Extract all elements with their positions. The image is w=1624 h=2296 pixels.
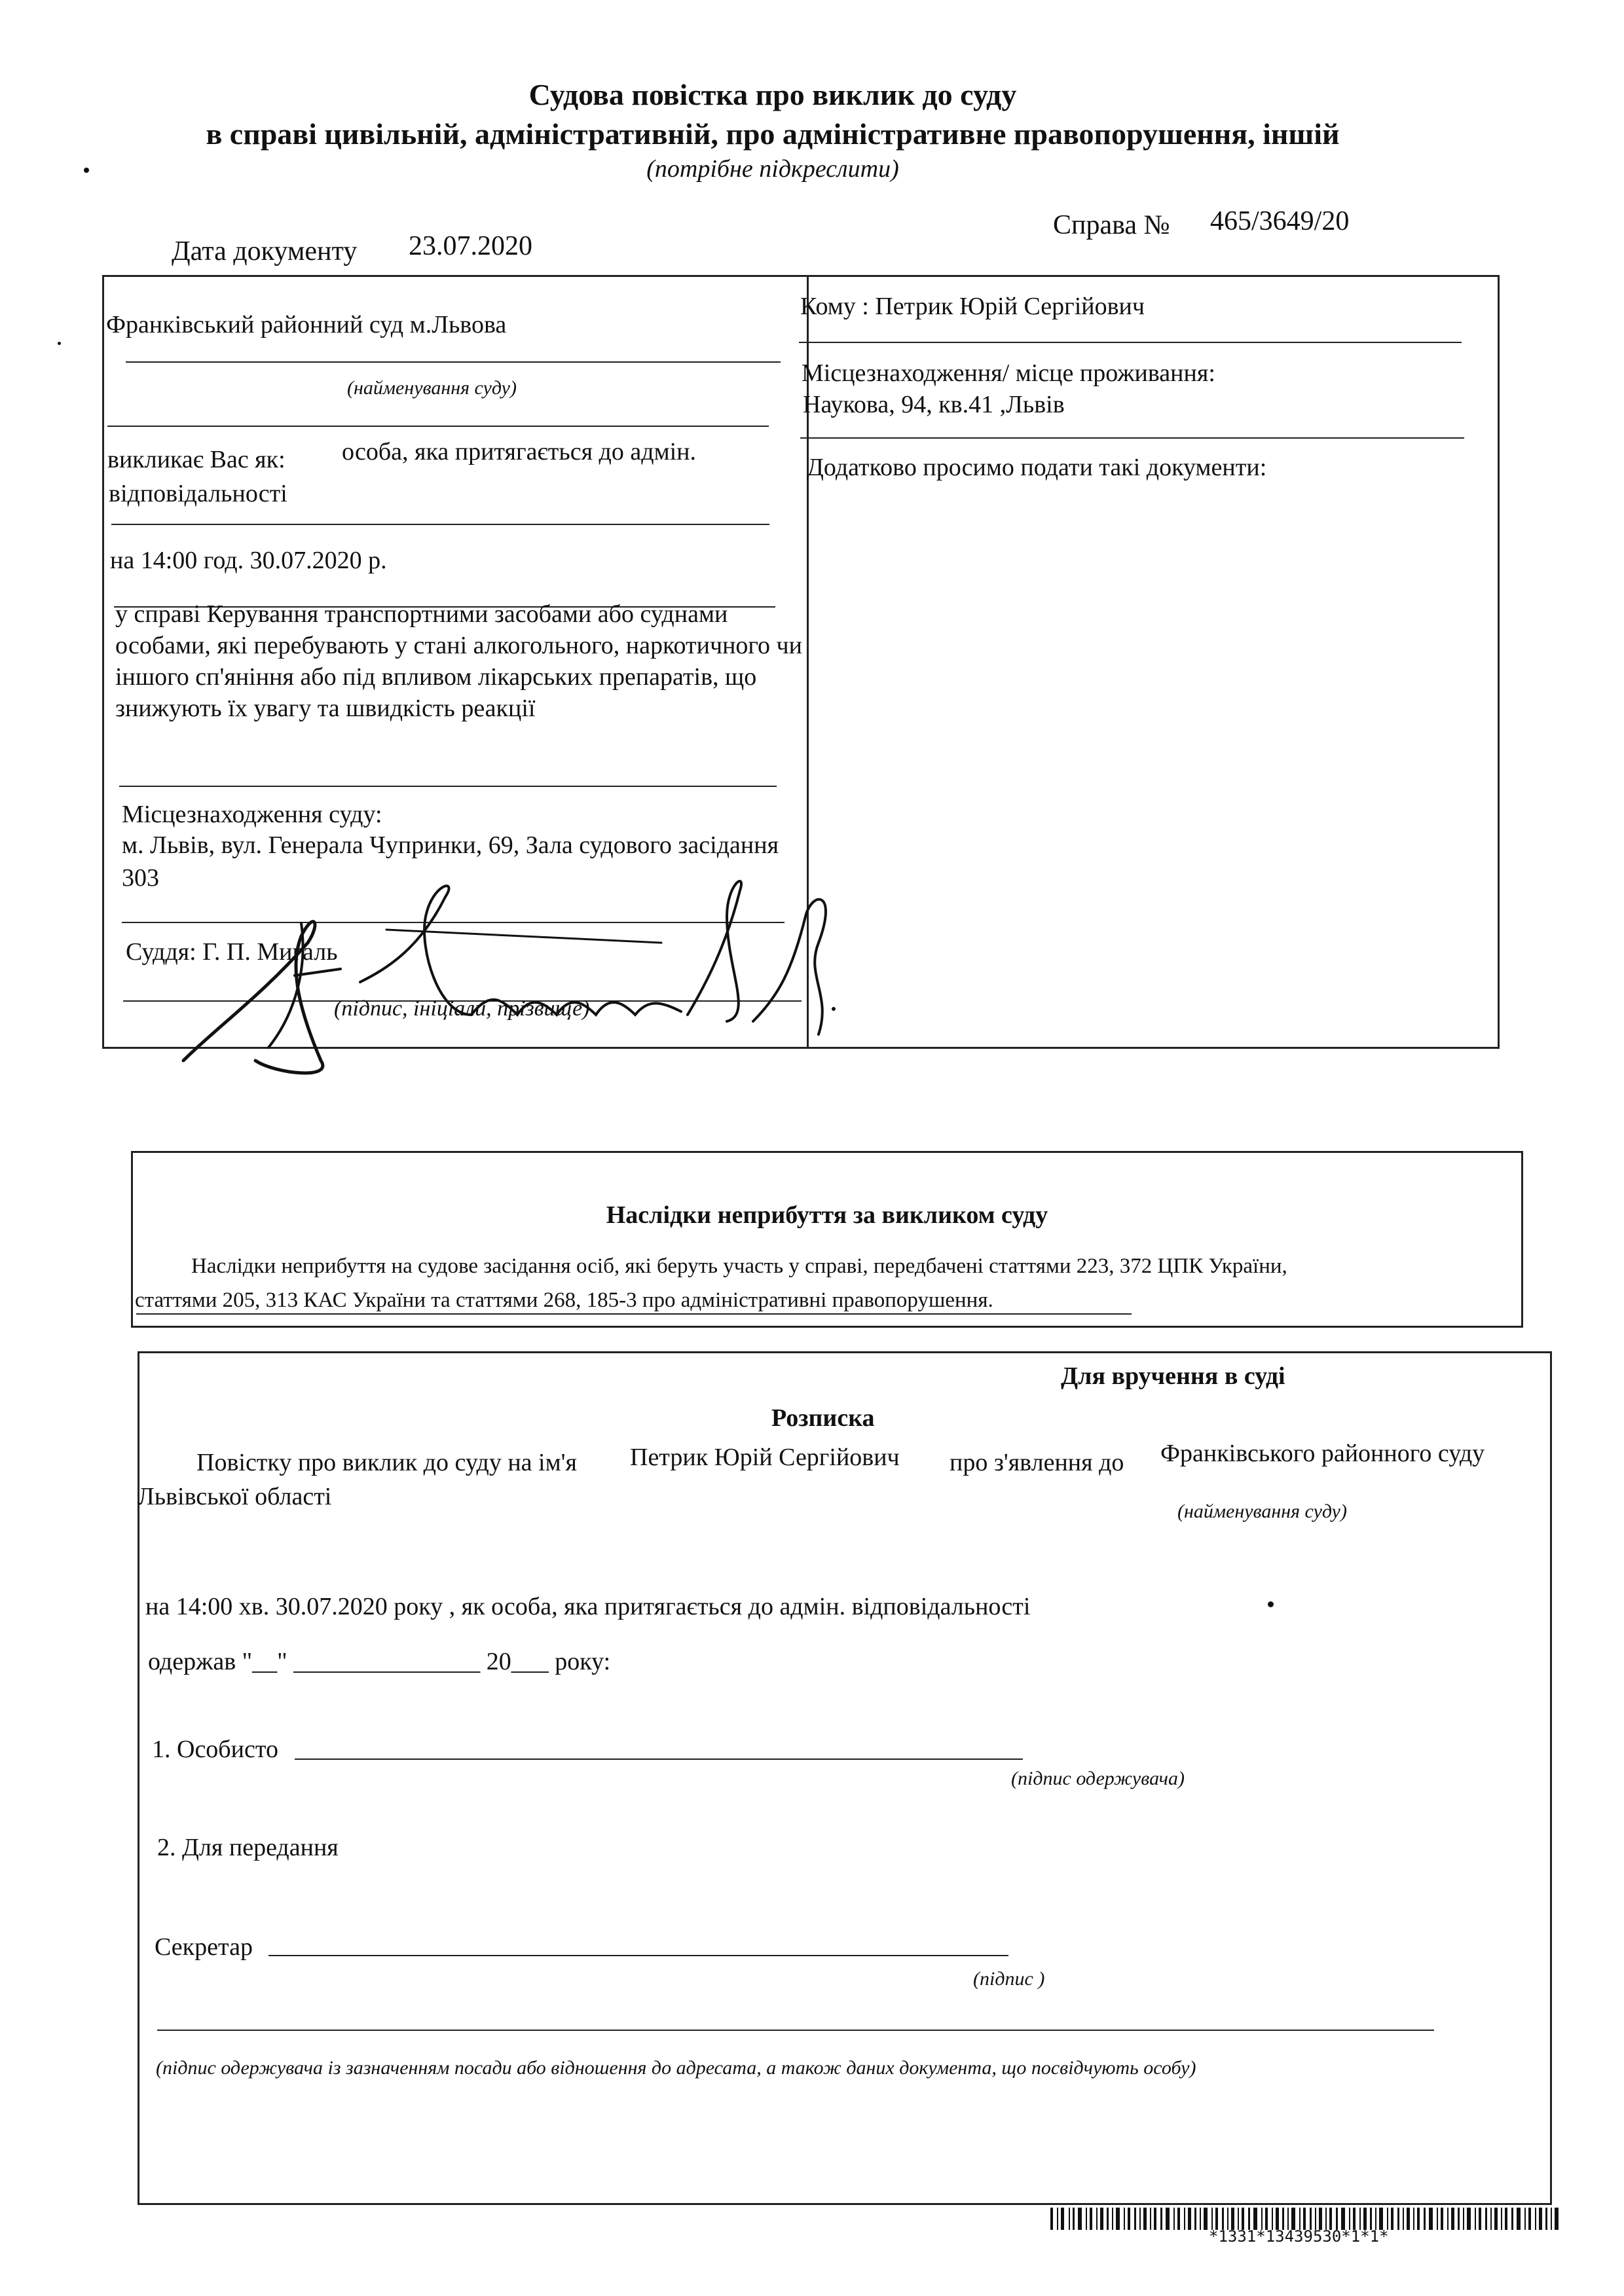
hearing-time: на 14:00 год. 30.07.2020 р. bbox=[110, 547, 387, 574]
receipt-title: Розписка bbox=[771, 1404, 875, 1432]
case-matter: у справі Керування транспортними засобами або суднами особами, які перебувають у стані алкогольного, наркотичного чи іншого сп'яніння або під впливом лікарських препаратів, що знижують їх увагу та швидкість реакції bbox=[115, 600, 802, 722]
receipt-time-line: на 14:00 хв. 30.07.2020 року , як особа, яка притягається до адмін. відповідальності bbox=[145, 1593, 1031, 1620]
recipient-address-label: Місцезнаходження/ місце проживання: bbox=[802, 359, 1215, 387]
secretary-sign-caption: (підпис ) bbox=[973, 1968, 1045, 1990]
role-label: викликає Вас як: bbox=[107, 446, 286, 473]
receipt-court-part-2: Львівської області bbox=[138, 1483, 332, 1510]
summons-title: Судова повістка про виклик до суду bbox=[528, 78, 1017, 111]
separator bbox=[107, 426, 769, 427]
separator bbox=[799, 342, 1462, 343]
recipient-sign-caption: (підпис одержувача) bbox=[1011, 1768, 1185, 1789]
judge-name: Суддя: Г. П. Мигаль bbox=[126, 938, 338, 966]
consequences-line-1: Наслідки неприбуття на судове засідання осіб, які беруть участь у справі, передбачені статтями 223, 372 ЦПК України, bbox=[191, 1254, 1287, 1278]
for-transfer-label: 2. Для передання bbox=[157, 1834, 339, 1861]
role-value: особа, яка притягається до адмін. bbox=[342, 438, 697, 465]
receipt-court-caption: (найменування суду) bbox=[1177, 1501, 1347, 1522]
consequences-title: Наслідки неприбуття за викликом суду bbox=[606, 1201, 1048, 1229]
judge-signature bbox=[164, 864, 884, 1087]
recipient-details-line[interactable] bbox=[157, 2030, 1434, 2031]
summons-subtitle: в справі цивільній, адміністративній, про адміністративне правопорушення, іншій bbox=[206, 117, 1340, 151]
separator bbox=[119, 786, 777, 787]
recipient-address: Наукова, 94, кв.41 ,Львів bbox=[803, 391, 1065, 418]
case-number: 465/3649/20 bbox=[1210, 206, 1350, 236]
receipt-court-part-1: Франківського районного суду bbox=[1160, 1440, 1485, 1467]
barcode-text: *1331*13439530*1*1* bbox=[1209, 2227, 1389, 2246]
recipient: Кому : Петрик Юрій Сергійович bbox=[800, 293, 1145, 320]
doc-date: 23.07.2020 bbox=[409, 231, 532, 261]
scan-speck bbox=[84, 168, 89, 173]
personally-sign-line[interactable] bbox=[295, 1758, 1023, 1760]
underline-note: (потрібне підкреслити) bbox=[646, 155, 899, 183]
role-value-continued: відповідальності bbox=[109, 480, 287, 507]
court-location-label: Місцезнаходження суду: bbox=[122, 801, 382, 828]
court-name-caption: (найменування суду) bbox=[347, 377, 517, 399]
secretary-sign-line[interactable] bbox=[268, 1955, 1008, 1956]
receipt-line-prefix: Повістку про виклик до суду на ім'я bbox=[196, 1449, 577, 1476]
separator bbox=[111, 524, 769, 525]
consequences-underline bbox=[136, 1313, 1132, 1315]
signature-caption: (підпис, ініціали, прізвище) bbox=[334, 996, 590, 1021]
secretary-label: Секретар bbox=[155, 1933, 253, 1961]
personally-label: 1. Особисто bbox=[152, 1736, 278, 1763]
scan-speck bbox=[1268, 1601, 1274, 1607]
barcode bbox=[1050, 2208, 1561, 2230]
extra-documents: Додатково просимо подати такі документи: bbox=[807, 454, 1267, 481]
receipt-footer-caption: (підпис одержувача із зазначенням посади або відношення до адресата, а також даних документа, що посвідчують особу) bbox=[156, 2057, 1196, 2079]
receipt-line-mid: про з'явлення до bbox=[950, 1449, 1124, 1476]
court-name-rule bbox=[126, 361, 781, 363]
consequences-line-2: статтями 205, 313 КАС України та статтями 268, 185-3 про адміністративні правопорушення. bbox=[135, 1288, 993, 1312]
case-label: Справа № bbox=[1053, 210, 1170, 240]
court-name: Франківський районний суд м.Львова bbox=[106, 311, 507, 338]
scan-speck bbox=[832, 1007, 836, 1011]
separator bbox=[800, 437, 1464, 439]
doc-date-label: Дата документу bbox=[172, 236, 358, 266]
receipt-name: Петрик Юрій Сергійович bbox=[630, 1444, 900, 1471]
received-line: одержав "__" _______________ 20___ року: bbox=[148, 1648, 611, 1675]
scan-speck bbox=[58, 342, 61, 345]
court-location: м. Львів, вул. Генерала Чупринки, 69, Зала судового засідання 303 bbox=[122, 831, 779, 892]
for-court-delivery: Для вручення в суді bbox=[1061, 1362, 1285, 1390]
